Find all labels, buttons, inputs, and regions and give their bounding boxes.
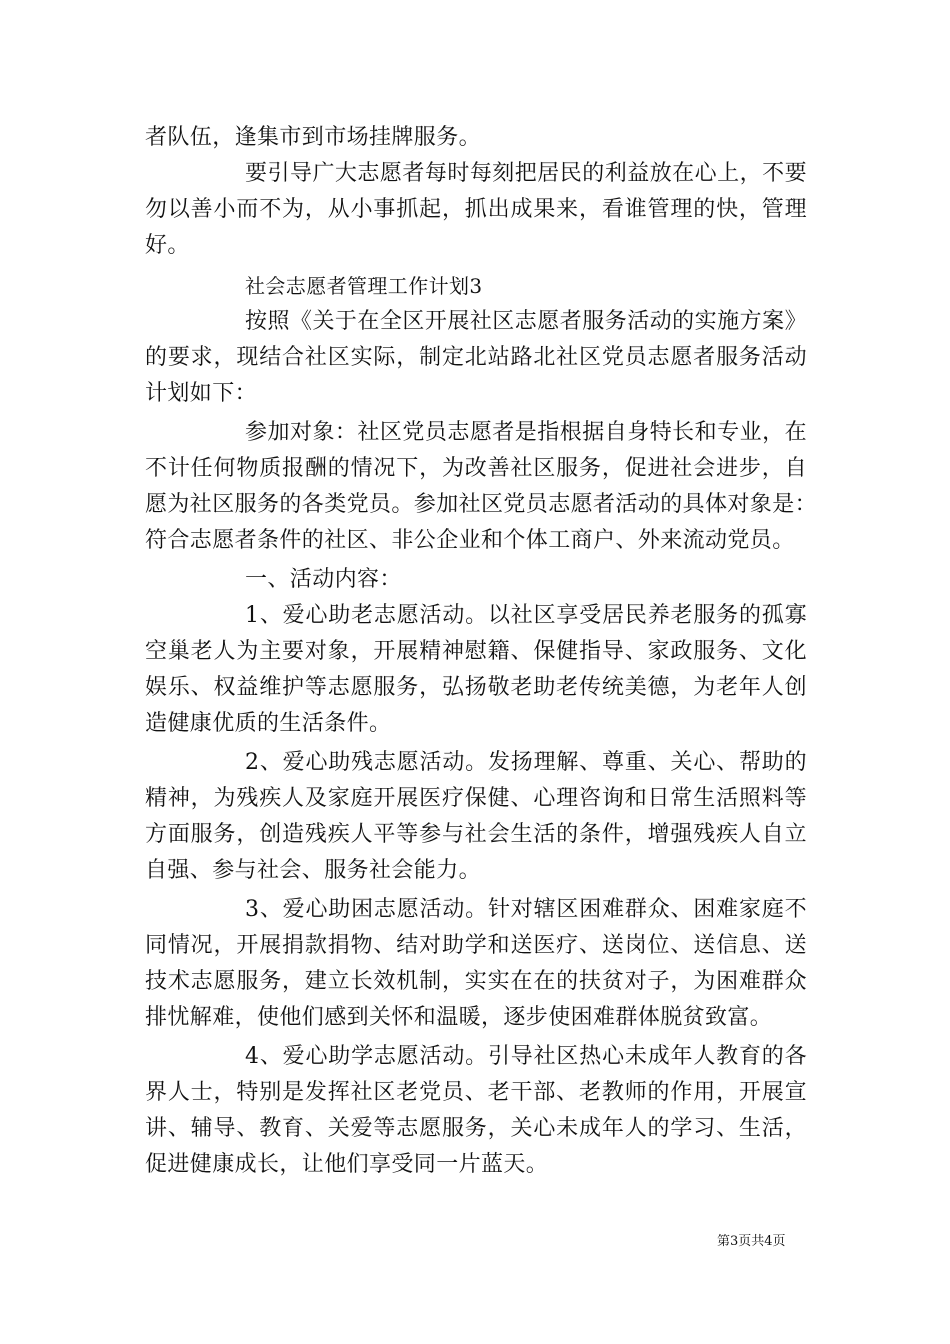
section-heading: 社会志愿者管理工作计划3 xyxy=(245,274,483,298)
text-line: 造健康优质的生活条件。 xyxy=(145,711,392,736)
text-line: 技术志愿服务，建立长效机制，实实在在的扶贫对子，为困难群众 xyxy=(145,969,807,994)
text-line: 精神，为残疾人及家庭开展医疗保健、心理咨询和日常生活照料等 xyxy=(145,786,807,811)
text-line: 不计任何物质报酬的情况下，为改善社区服务，促进社会进步，自 xyxy=(145,456,807,481)
text-line: 2、爱心助残志愿活动。发扬理解、尊重、关心、帮助的 xyxy=(245,750,807,775)
text-line: 按照《关于在全区开展社区志愿者服务活动的实施方案》 xyxy=(245,309,807,334)
text-line: 自强、参与社会、服务社会能力。 xyxy=(145,858,482,883)
text-line: 者队伍，逢集市到市场挂牌服务。 xyxy=(145,125,482,150)
text-line: 娱乐、权益维护等志愿服务，弘扬敬老助老传统美德，为老年人创 xyxy=(145,675,807,700)
text-line: 参加对象：社区党员志愿者是指根据自身特长和专业，在 xyxy=(245,420,807,445)
text-line: 促进健康成长，让他们享受同一片蓝天。 xyxy=(145,1152,549,1177)
text-line: 的要求，现结合社区实际，制定北站路北社区党员志愿者服务活动 xyxy=(145,345,807,370)
page-number: 第3页共4页 xyxy=(717,1234,786,1249)
text-line: 讲、辅导、教育、关爱等志愿服务，关心未成年人的学习、生活， xyxy=(145,1116,807,1141)
text-line: 空巢老人为主要对象，开展精神慰籍、保健指导、家政服务、文化 xyxy=(145,639,807,664)
text-line: 勿以善小而不为，从小事抓起，抓出成果来，看谁管理的快，管理 xyxy=(145,197,807,222)
text-line: 1、爱心助老志愿活动。以社区享受居民养老服务的孤寡 xyxy=(245,603,807,628)
text-line: 好。 xyxy=(145,233,190,258)
text-line: 计划如下： xyxy=(145,381,258,406)
text-line: 愿为社区服务的各类党员。参加社区党员志愿者活动的具体对象是： xyxy=(145,492,818,517)
text-line: 方面服务，创造残疾人平等参与社会生活的条件，增强残疾人自立 xyxy=(145,822,807,847)
text-line: 要引导广大志愿者每时每刻把居民的利益放在心上，不要 xyxy=(245,161,807,186)
text-line: 界人士，特别是发挥社区老党员、老干部、老教师的作用，开展宣 xyxy=(145,1080,807,1105)
section-heading: 一、活动内容： xyxy=(245,567,402,592)
text-line: 排忧解难，使他们感到关怀和温暖，逐步使困难群体脱贫致富。 xyxy=(145,1005,773,1030)
text-line: 同情况，开展捐款捐物、结对助学和送医疗、送岗位、送信息、送 xyxy=(145,933,807,958)
text-line: 4、爱心助学志愿活动。引导社区热心未成年人教育的各 xyxy=(245,1044,807,1069)
text-line: 符合志愿者条件的社区、非公企业和个体工商户、外来流动党员。 xyxy=(145,528,795,553)
text-line: 3、爱心助困志愿活动。针对辖区困难群众、困难家庭不 xyxy=(245,897,807,922)
